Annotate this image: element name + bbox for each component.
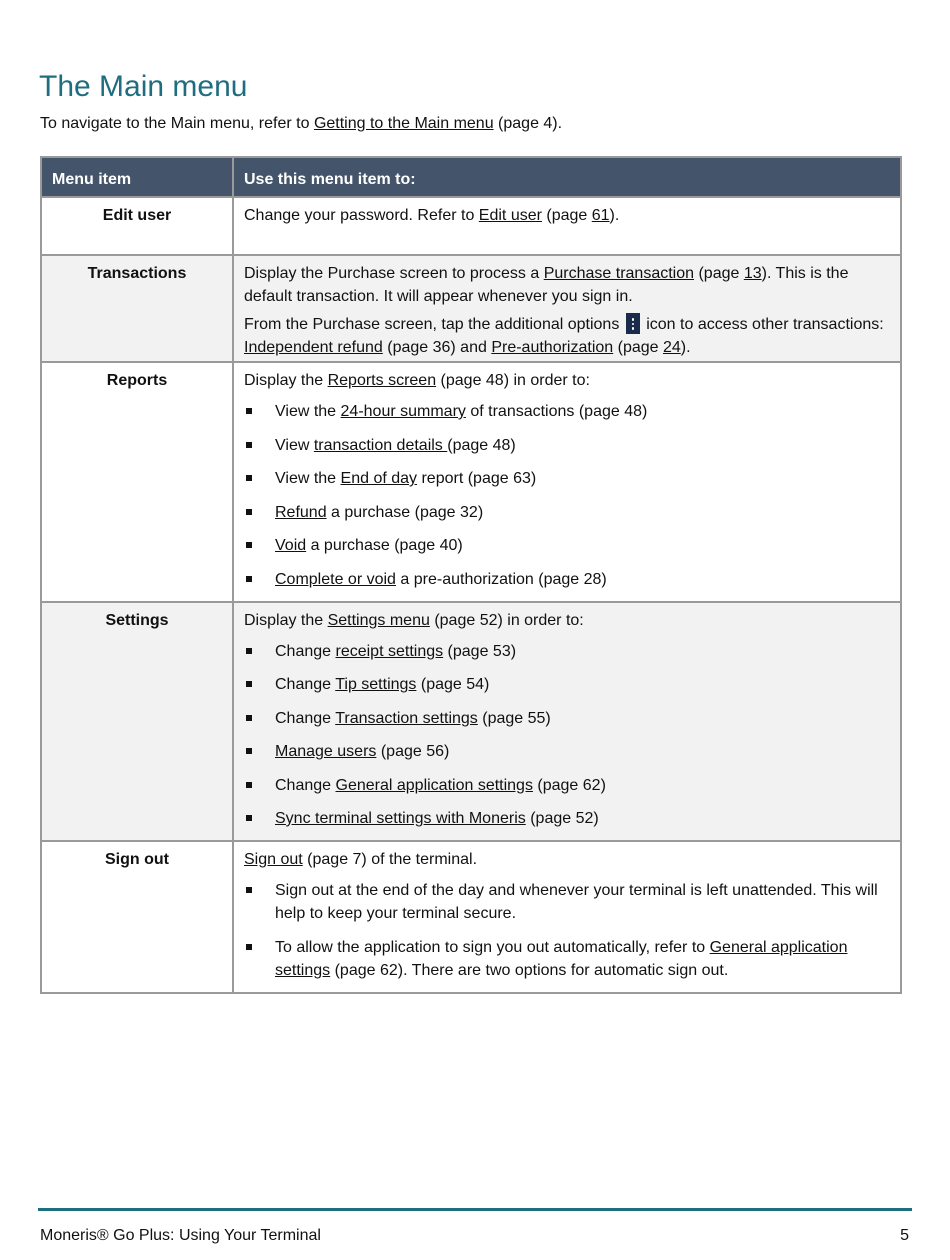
text: (page 53) (443, 642, 517, 660)
description-reports (233, 362, 901, 602)
text: a pre-authorization (page 28) (395, 570, 607, 588)
text: ). This is the default transaction. It will appear whenever you sign in. (244, 265, 849, 305)
description-settings (233, 602, 901, 842)
text: View the (275, 403, 341, 420)
text: Change (275, 676, 336, 693)
text: (page 55) (477, 709, 551, 727)
table-header-row (41, 157, 901, 197)
menu-item-edit-user: Edit user (41, 197, 233, 255)
sign-out-link[interactable]: Sign out (244, 851, 303, 868)
text: ). (680, 339, 691, 356)
text: View the (275, 470, 341, 487)
table-row-transactions (41, 255, 901, 362)
complete-or-void-link[interactable]: Complete or void (275, 570, 396, 588)
intro-text (40, 115, 562, 133)
manage-users-link[interactable]: Manage users (275, 743, 377, 760)
text: (page 56) (376, 743, 450, 760)
list-item (244, 568, 890, 591)
text: (page 54) (416, 676, 490, 693)
transactions-paragraph-2 (244, 313, 890, 359)
text: (page (541, 207, 592, 224)
menu-item-reports: Reports (41, 362, 233, 602)
menu-item-transactions: Transactions (41, 255, 233, 362)
edit-user-link[interactable]: Edit user (478, 207, 542, 224)
list-item (244, 467, 890, 490)
general-application-settings-link[interactable]: General application settings (275, 938, 848, 979)
pre-authorization-link[interactable]: Pre-authorization (491, 339, 614, 356)
sign-out-intro (244, 848, 890, 871)
end-of-day-link[interactable]: End of day (340, 470, 418, 487)
reports-screen-link[interactable]: Reports screen (327, 372, 437, 389)
receipt-settings-link[interactable]: receipt settings (335, 642, 444, 660)
24-hour-summary-link[interactable]: 24-hour summary (340, 403, 466, 420)
text: ). (609, 207, 620, 224)
list-item (244, 501, 890, 524)
menu-item-sign-out: Sign out (41, 841, 233, 993)
text: of transactions (page 48) (465, 403, 648, 420)
text: (page 52) in order to: (429, 611, 584, 629)
list-item (244, 673, 890, 696)
transactions-paragraph-1 (244, 262, 890, 308)
list-item: Sign out at the end of the day and whenever your terminal is left unattended. This will help to keep your terminal secure. (244, 879, 890, 925)
description-transactions (233, 255, 901, 362)
transaction-settings-link[interactable]: Transaction settings (335, 709, 478, 727)
text: (page 62) (532, 776, 606, 794)
text: (page (613, 339, 663, 356)
table-row-settings (41, 602, 901, 842)
list-item (244, 534, 890, 557)
list-item (244, 640, 890, 663)
menu-item-settings: Settings (41, 602, 233, 842)
purchase-transaction-link[interactable]: Purchase transaction (543, 265, 695, 282)
refund-link[interactable]: Refund (275, 503, 327, 521)
table-row-reports (41, 362, 901, 602)
page-13-link[interactable]: 13 (743, 265, 762, 282)
text: Change (275, 776, 336, 794)
header-menu-item: Menu item (41, 157, 233, 197)
footer-document-title: Moneris® Go Plus: Using Your Terminal (40, 1227, 321, 1244)
text: Change your password. Refer to (244, 207, 479, 224)
list-item (244, 774, 890, 797)
table-row-sign-out (41, 841, 901, 993)
text: a purchase (page 40) (306, 537, 463, 554)
list-item (244, 936, 890, 982)
page-24-link[interactable]: 24 (662, 339, 681, 356)
text: From the Purchase screen, tap the additional options (244, 316, 624, 333)
getting-to-main-menu-link[interactable]: Getting to the Main menu (313, 115, 494, 132)
transaction-details-link[interactable]: transaction details (313, 436, 448, 454)
text: (page 48) in order to: (436, 372, 590, 389)
footer-page-number: 5 (900, 1227, 909, 1244)
page-title: The Main menu (39, 70, 248, 103)
page-61-link[interactable]: 61 (591, 207, 610, 224)
settings-intro (244, 609, 890, 632)
list-item (244, 434, 890, 457)
text: (page 62). There are two options for automatic sign out. (330, 961, 729, 979)
header-use-item: Use this menu item to: (233, 157, 901, 197)
text: (page (694, 265, 744, 282)
description-edit-user (233, 197, 901, 255)
main-menu-table (40, 156, 902, 994)
settings-bullet-list (244, 640, 890, 831)
text: (page 36) and (382, 339, 492, 356)
intro-text-before: To navigate to the Main menu, refer to (40, 115, 314, 132)
sync-terminal-settings-link[interactable]: Sync terminal settings with Moneris (275, 810, 526, 827)
text: (page 7) of the terminal. (302, 851, 478, 868)
text: View (275, 436, 314, 454)
text: Display the (244, 611, 328, 629)
list-item (244, 740, 890, 763)
text: a purchase (page 32) (326, 503, 484, 521)
description-sign-out (233, 841, 901, 993)
general-application-settings-link[interactable]: General application settings (335, 776, 533, 794)
intro-text-after: (page 4). (493, 115, 563, 132)
list-item (244, 807, 890, 830)
settings-menu-link[interactable]: Settings menu (327, 611, 430, 629)
tip-settings-link[interactable]: Tip settings (335, 676, 417, 693)
text: report (page 63) (417, 470, 537, 487)
footer-divider (38, 1208, 912, 1211)
reports-intro (244, 369, 890, 392)
independent-refund-link[interactable]: Independent refund (244, 339, 383, 356)
text: (page 52) (525, 810, 599, 827)
text: Change (275, 642, 336, 660)
text: Change (275, 709, 336, 727)
text: icon to access other transactions: (641, 316, 884, 333)
list-item (244, 707, 890, 730)
text: To allow the application to sign you out automatically, refer to (275, 938, 710, 956)
text: (page 48) (447, 436, 516, 454)
void-link[interactable]: Void (275, 537, 307, 554)
sign-out-bullet-list (244, 879, 890, 982)
text: Display the (244, 372, 328, 389)
reports-bullet-list (244, 400, 890, 591)
list-item (244, 400, 890, 423)
more-options-icon (626, 313, 640, 334)
text: Display the Purchase screen to process a (244, 265, 544, 282)
table-row-edit-user (41, 197, 901, 255)
